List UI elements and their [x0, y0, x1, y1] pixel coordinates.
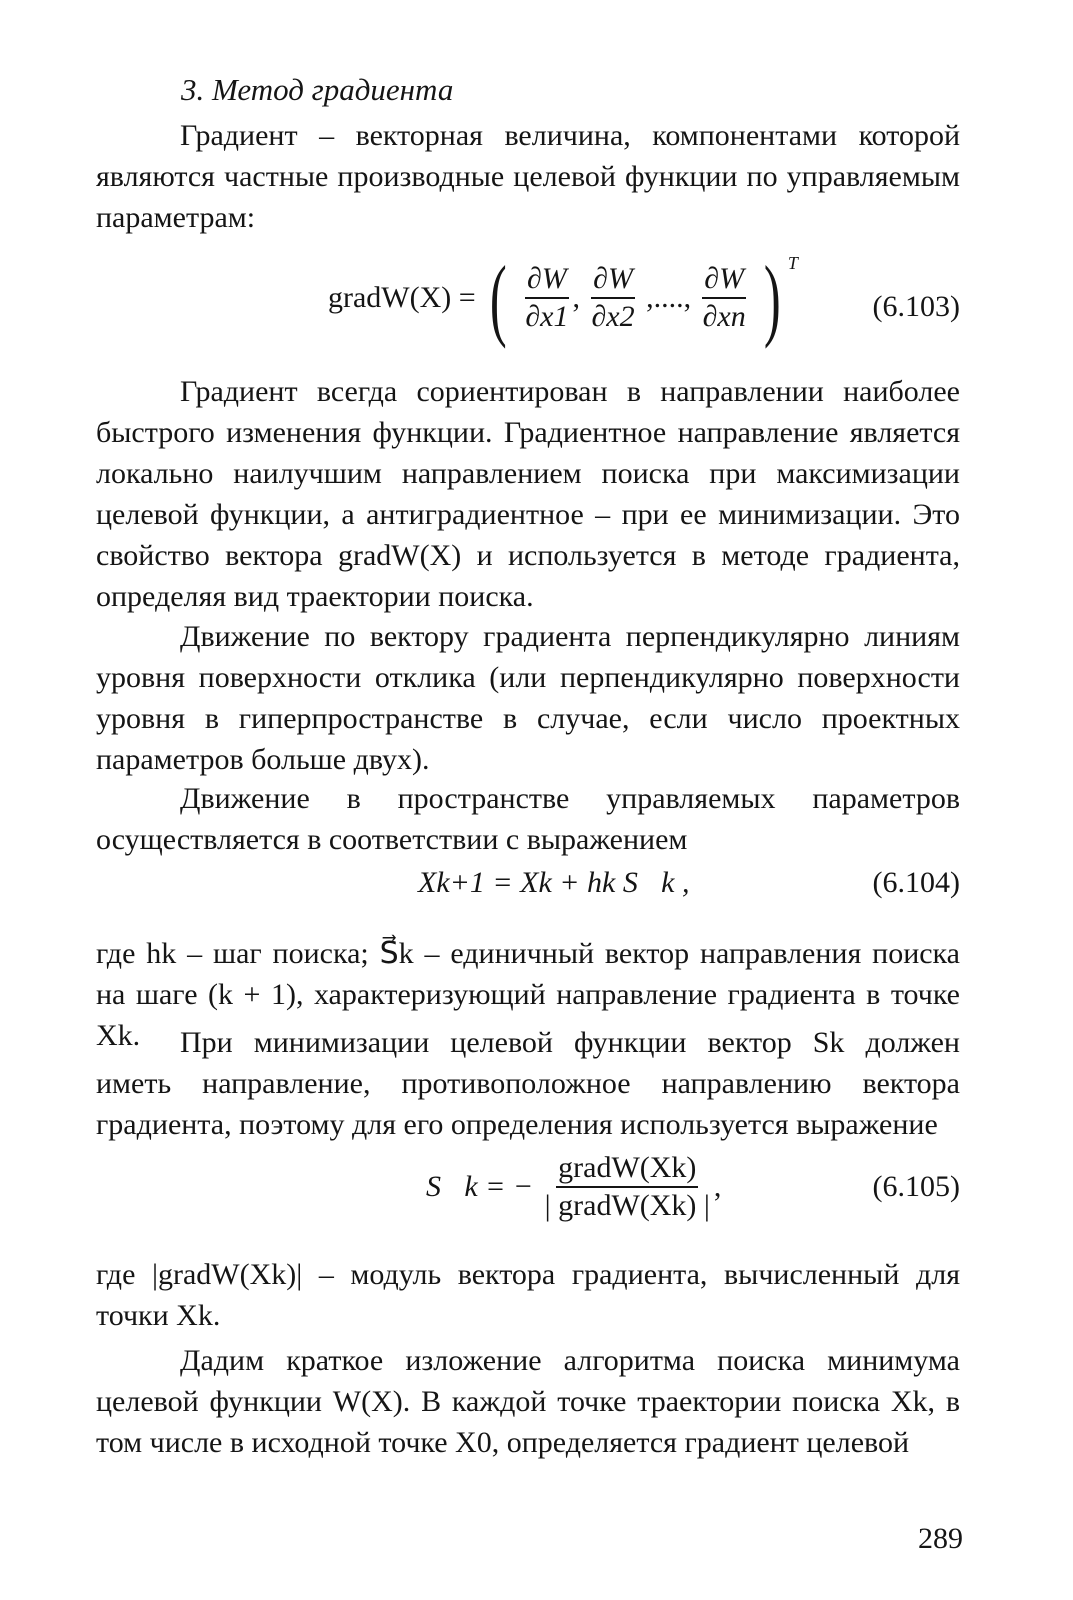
equation-6-105-body: [426, 1150, 721, 1224]
equation-number-6-103: (6.103): [872, 290, 960, 323]
eq103-den-2: ∂x2: [591, 300, 635, 333]
eq103-den-1: ∂x1: [525, 300, 569, 333]
section-heading: 3. Метод градиента: [181, 72, 454, 107]
eq103-left-paren: (: [490, 247, 507, 349]
eq103-dots: ,....,: [646, 281, 692, 314]
eq105-numerator: gradW(Xk): [556, 1150, 698, 1188]
paragraph-algorithm-summary: Дадим краткое изложение алгоритма поиска минимума целевой функции W(X). В каждой точке траектории поиска Xk, в том числе в исходной точке X0, определяется градиент целевой: [96, 1344, 960, 1459]
eq103-num-2: ∂W: [591, 261, 635, 299]
eq103-frac-n: [701, 261, 748, 335]
paragraph-minimization-direction: При минимизации целевой функции вектор Sk должен иметь направление, противоположное направлению вектора градиента, поэтому для его определения используется выражение: [96, 1026, 960, 1141]
paragraph-gradient-modulus: где |gradW(Xk)| – модуль вектора градиента, вычисленный для точки Xk.: [96, 1258, 960, 1332]
equation-6-104-body: Xk+1 = Xk + hk S⃗k ,: [418, 866, 690, 899]
equation-6-105: [96, 1150, 960, 1246]
eq105-trail: ,: [713, 1170, 722, 1203]
equation-number-6-105: (6.105): [872, 1170, 960, 1203]
paragraph-step-definition: где hk – шаг поиска; S⃗k – единичный вектор направления поиска на шаге (k + 1), характеризующий направление градиента в точке Xk.: [96, 937, 960, 1052]
paragraph-gradient-movement: Движение по вектору градиента перпендикулярно линиям уровня поверхности отклика (или перпендикулярно поверхности уровня в гиперпространстве в случае, если число проектных параметров больше двух).: [96, 620, 960, 776]
paragraph-gradient-direction: Градиент всегда сориентирован в направлении наиболее быстрого изменения функции. Градиентное направление является локально наилучшим направлением поиска при максимизации целевой функции, а антиградиентное – при ее минимизации. Это свойство вектора gradW(X) и используется в методе градиента, определяя вид траектории поиска.: [96, 375, 960, 613]
eq103-num-n: ∂W: [702, 261, 746, 299]
equation-number-6-104: (6.104): [872, 866, 960, 899]
paragraph-gradient-definition: Градиент – векторная величина, компонентами которой являются частные производные целевой функции по управляемым параметрам:: [96, 119, 960, 234]
eq103-den-n: ∂xn: [702, 300, 746, 333]
eq103-frac-2: [589, 261, 636, 335]
paragraph-parameter-space: Движение в пространстве управляемых параметров осуществляется в соответствии с выражением: [96, 782, 960, 856]
equation-6-104: [96, 866, 960, 910]
eq103-lhs: gradW(X) =: [328, 281, 476, 314]
eq105-denominator: | gradW(Xk) |: [544, 1189, 710, 1222]
eq103-exponent: T: [787, 252, 798, 273]
equation-6-103: [96, 247, 960, 362]
page-number: 289: [918, 1522, 963, 1555]
eq105-lhs: S⃗k = −: [426, 1170, 534, 1203]
eq103-frac-1: [523, 261, 570, 335]
equation-6-103-body: gradW(X) = ( $\frac{\partial W}{\partial x1}$ , $\frac{\partial W}{\partial x2}$ ,...., $\frac{\partial W}{\partial xn}$ ) $^T$: [328, 247, 798, 349]
eq105-fraction: [543, 1150, 712, 1224]
eq103-num-1: ∂W: [525, 261, 569, 299]
eq103-right-paren: ): [764, 247, 781, 349]
